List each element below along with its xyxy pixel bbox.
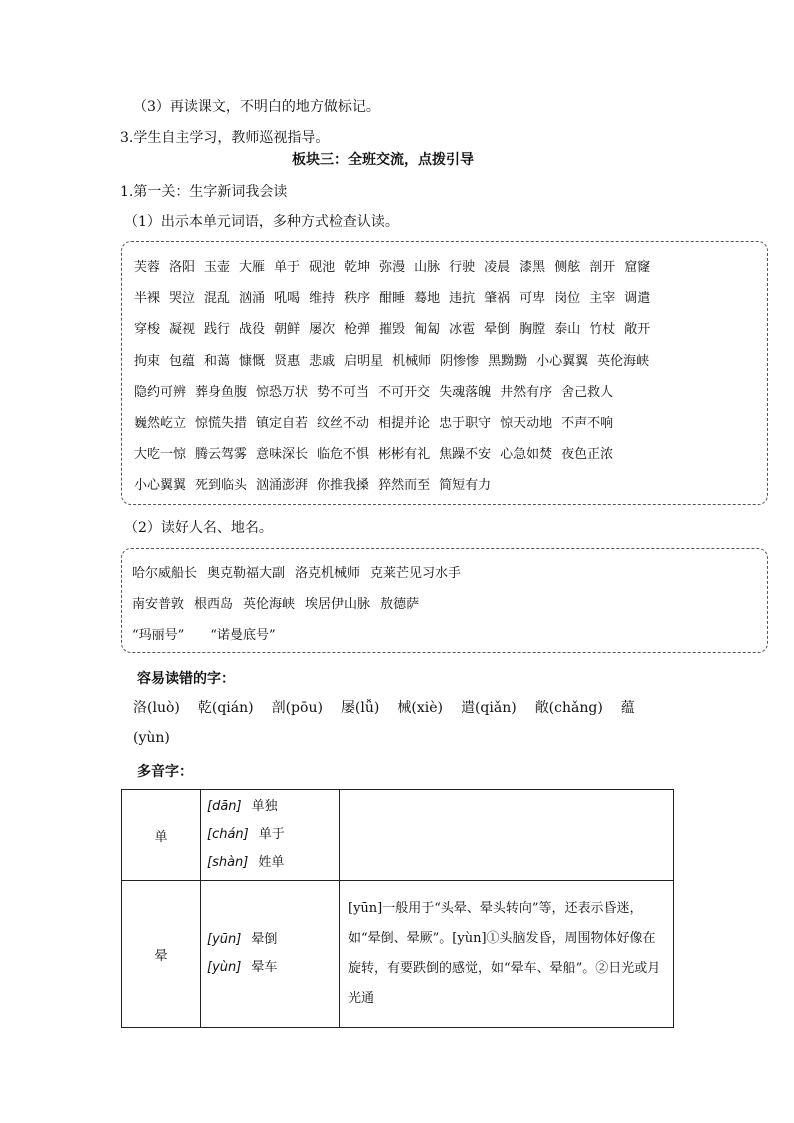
vocab-word: 酣睡	[379, 291, 406, 307]
vocab-word: 机械师	[392, 353, 432, 369]
vocab-word: 泰山	[554, 322, 581, 338]
polyphone-title: 多音字：	[137, 764, 193, 780]
vocab-word: 启明星	[344, 353, 384, 369]
vocab-word: 失魂落魄	[439, 384, 492, 400]
polyphone-readings	[201, 790, 340, 881]
vocab-word: 肇祸	[484, 291, 511, 307]
vocab-word: 胸膛	[519, 322, 546, 338]
table-row	[122, 790, 674, 881]
vocab-word: 拘束	[134, 353, 161, 369]
vocab-word: 竹杖	[589, 322, 616, 338]
vocab-word: 汹涌	[239, 291, 266, 307]
vocab-word: 葬身鱼腹	[195, 384, 248, 400]
vocab-word: 舍己救人	[561, 384, 614, 400]
vocab-word: 维持	[309, 291, 336, 307]
vocab-word: 惊天动地	[500, 416, 553, 432]
vocab-word: 简短有力	[439, 478, 492, 494]
pron-item: 蕴	[620, 700, 635, 716]
name-item: 英伦海峡	[243, 597, 296, 612]
vocab-word: 践行	[204, 322, 231, 338]
example-word: 姓单	[258, 855, 285, 870]
example-word: 单于	[258, 827, 285, 842]
easy-wrong-title: 容易读错的字：	[137, 671, 235, 687]
name-item: 敖德萨	[380, 597, 420, 612]
vocab-word: 凌晨	[484, 260, 511, 276]
vocab-word: 混乱	[204, 291, 231, 307]
vocab-word: 岗位	[554, 291, 581, 307]
name-item: 哈尔威船长	[132, 566, 198, 581]
vocab-word: 势不可当	[317, 384, 370, 400]
polyphone-note	[340, 790, 674, 881]
vocab-word: 摧毁	[379, 322, 406, 338]
pron-item: 剖(pōu)	[271, 700, 323, 716]
vocab-word: 芙蓉	[134, 260, 161, 276]
names-row	[132, 556, 767, 587]
vocab-word: 慷慨	[239, 353, 266, 369]
name-item: 奥克勒福大副	[207, 566, 286, 581]
vocab-word: 吼喝	[274, 291, 301, 307]
vocab-word: 冰雹	[449, 322, 476, 338]
vocab-word: 临危不惧	[317, 447, 370, 463]
vocab-row	[134, 468, 767, 499]
names-box	[121, 548, 768, 653]
polyphone-table	[121, 789, 674, 1028]
vocab-word: 屡次	[309, 322, 336, 338]
vocab-word: 剖开	[589, 260, 616, 276]
vocab-word: 汹涌澎湃	[256, 478, 309, 494]
vocab-word: 蓦地	[414, 291, 441, 307]
vocab-word: 哭泣	[169, 291, 196, 307]
vocab-word: 不声不响	[561, 416, 614, 432]
vocab-word: 相提并论	[378, 416, 431, 432]
vocab-word: 小心翼翼	[134, 478, 187, 494]
vocab-word: 和蔼	[204, 353, 231, 369]
name-item: 洛克机械师	[295, 566, 361, 581]
name-item: 根西岛	[194, 597, 234, 612]
item3-text: 3.学生自主学习，教师巡视指导。	[120, 130, 330, 146]
vocab-word: 单于	[274, 260, 301, 276]
vocab-word: 小心翼翼	[536, 353, 589, 369]
vocab-word: 主宰	[589, 291, 616, 307]
vocab-word: 夜色正浓	[561, 447, 614, 463]
vocab-word: 大吃一惊	[134, 447, 187, 463]
vocab-word: 焦躁不安	[439, 447, 492, 463]
vocab-word: 贤惠	[274, 353, 301, 369]
vocab-word: 漆黑	[519, 260, 546, 276]
vocab-word: 阴惨惨	[440, 353, 480, 369]
vocab-word: 彬彬有礼	[378, 447, 431, 463]
vocab-word: 侧舷	[554, 260, 581, 276]
sub1-heading: （1）出示本单元词语，多种方式检查认读。	[124, 214, 399, 230]
vocab-word: 秩序	[344, 291, 371, 307]
item1-heading: 1.第一关：生字新词我会读	[120, 184, 288, 200]
vocab-word: 凝视	[169, 322, 196, 338]
vocab-word: 惊慌失措	[195, 416, 248, 432]
easy-wrong-list	[133, 697, 653, 717]
vocab-row	[134, 250, 767, 281]
name-item: 南安普敦	[132, 597, 185, 612]
vocab-word: 山脉	[414, 260, 441, 276]
pinyin: [chán]	[207, 827, 249, 842]
vocab-word: 敞开	[624, 322, 651, 338]
vocab-word: 可卑	[519, 291, 546, 307]
vocab-word: 窟窿	[624, 260, 651, 276]
vocab-word: 不可开交	[378, 384, 431, 400]
pron-item-wrap: (yùn)	[133, 730, 170, 746]
pron-item: 械(xiè)	[397, 700, 443, 716]
vocab-word: 晕倒	[484, 322, 511, 338]
vocab-word: 英伦海峡	[597, 353, 650, 369]
vocab-word: 洛阳	[169, 260, 196, 276]
name-item: “玛丽号”	[132, 628, 185, 643]
vocab-row	[134, 281, 767, 312]
vocab-word: 死到临头	[195, 478, 248, 494]
polyphone-char: 单	[122, 790, 201, 881]
vocab-row	[134, 406, 767, 437]
vocab-word: 违抗	[449, 291, 476, 307]
polyphone-note	[340, 881, 674, 1028]
pron-item: 敞(chǎng)	[534, 700, 603, 716]
vocab-word: 砚池	[309, 260, 336, 276]
vocab-word: 战役	[239, 322, 266, 338]
vocab-word: 惊恐万状	[256, 384, 309, 400]
polyphone-readings	[201, 881, 340, 1028]
pinyin: [yūn]	[207, 932, 242, 947]
vocab-word: 玉壶	[204, 260, 231, 276]
vocab-word: 朝鲜	[274, 322, 301, 338]
vocab-word: 包蕴	[169, 353, 196, 369]
pinyin: [shàn]	[207, 855, 249, 870]
vocab-word: 镇定自若	[256, 416, 309, 432]
vocab-word: 弥漫	[379, 260, 406, 276]
polyphone-char: 晕	[122, 881, 201, 1028]
example-word: 晕车	[251, 960, 278, 975]
polyphone-note-text: [yūn]一般用于“头晕、晕头转向”等，还表示昏迷，如“晕倒、晕厥”。[yùn]①头脑发昏，周围物体好像在旋转，有要跌倒的感觉，如“晕车、晕船”。②日光或月光通	[348, 901, 661, 1006]
vocab-word: 腾云驾雾	[195, 447, 248, 463]
vocab-word: 井然有序	[500, 384, 553, 400]
step3-text: （3）再读课文，不明白的地方做标记。	[133, 99, 380, 115]
vocab-word: 心急如焚	[500, 447, 553, 463]
vocab-word: 意味深长	[256, 447, 309, 463]
vocab-word: 乾坤	[344, 260, 371, 276]
pron-item: 乾(qián)	[197, 700, 254, 716]
name-item: “诺曼底号”	[210, 628, 276, 643]
pinyin: [yùn]	[207, 960, 242, 975]
vocab-word: 巍然屹立	[134, 416, 187, 432]
vocab-word: 猝然而至	[378, 478, 431, 494]
vocab-word: 枪弹	[344, 322, 371, 338]
vocab-word: 黑黝黝	[488, 353, 528, 369]
names-row	[132, 618, 767, 649]
pron-item: 屡(lǚ)	[340, 700, 380, 716]
vocab-word: 匍匐	[414, 322, 441, 338]
example-word: 晕倒	[251, 932, 278, 947]
vocab-row	[134, 437, 767, 468]
vocab-word: 忠于职守	[439, 416, 492, 432]
table-row	[122, 881, 674, 1028]
vocab-box	[121, 241, 768, 505]
pron-item: 遣(qiǎn)	[460, 700, 517, 716]
vocab-word: 穿梭	[134, 322, 161, 338]
names-row	[132, 587, 767, 618]
name-item: 克莱芒见习水手	[370, 566, 462, 581]
name-item: 埃居伊山脉	[305, 597, 371, 612]
pinyin: [dān]	[207, 799, 242, 814]
example-word: 单独	[251, 799, 278, 814]
vocab-word: 半裸	[134, 291, 161, 307]
sub2-heading: （2）读好人名、地名。	[124, 520, 273, 536]
vocab-word: 隐约可辨	[134, 384, 187, 400]
vocab-row	[134, 312, 767, 343]
vocab-word: 行驶	[449, 260, 476, 276]
vocab-row	[134, 375, 767, 406]
vocab-word: 你推我搡	[317, 478, 370, 494]
vocab-word: 大雁	[239, 260, 266, 276]
vocab-row	[134, 344, 767, 375]
pron-item: 洛(luò)	[133, 700, 180, 716]
section-title: 板块三：全班交流，点拨引导	[292, 152, 474, 168]
vocab-word: 纹丝不动	[317, 416, 370, 432]
vocab-word: 悲戚	[309, 353, 336, 369]
vocab-word: 调遣	[624, 291, 651, 307]
